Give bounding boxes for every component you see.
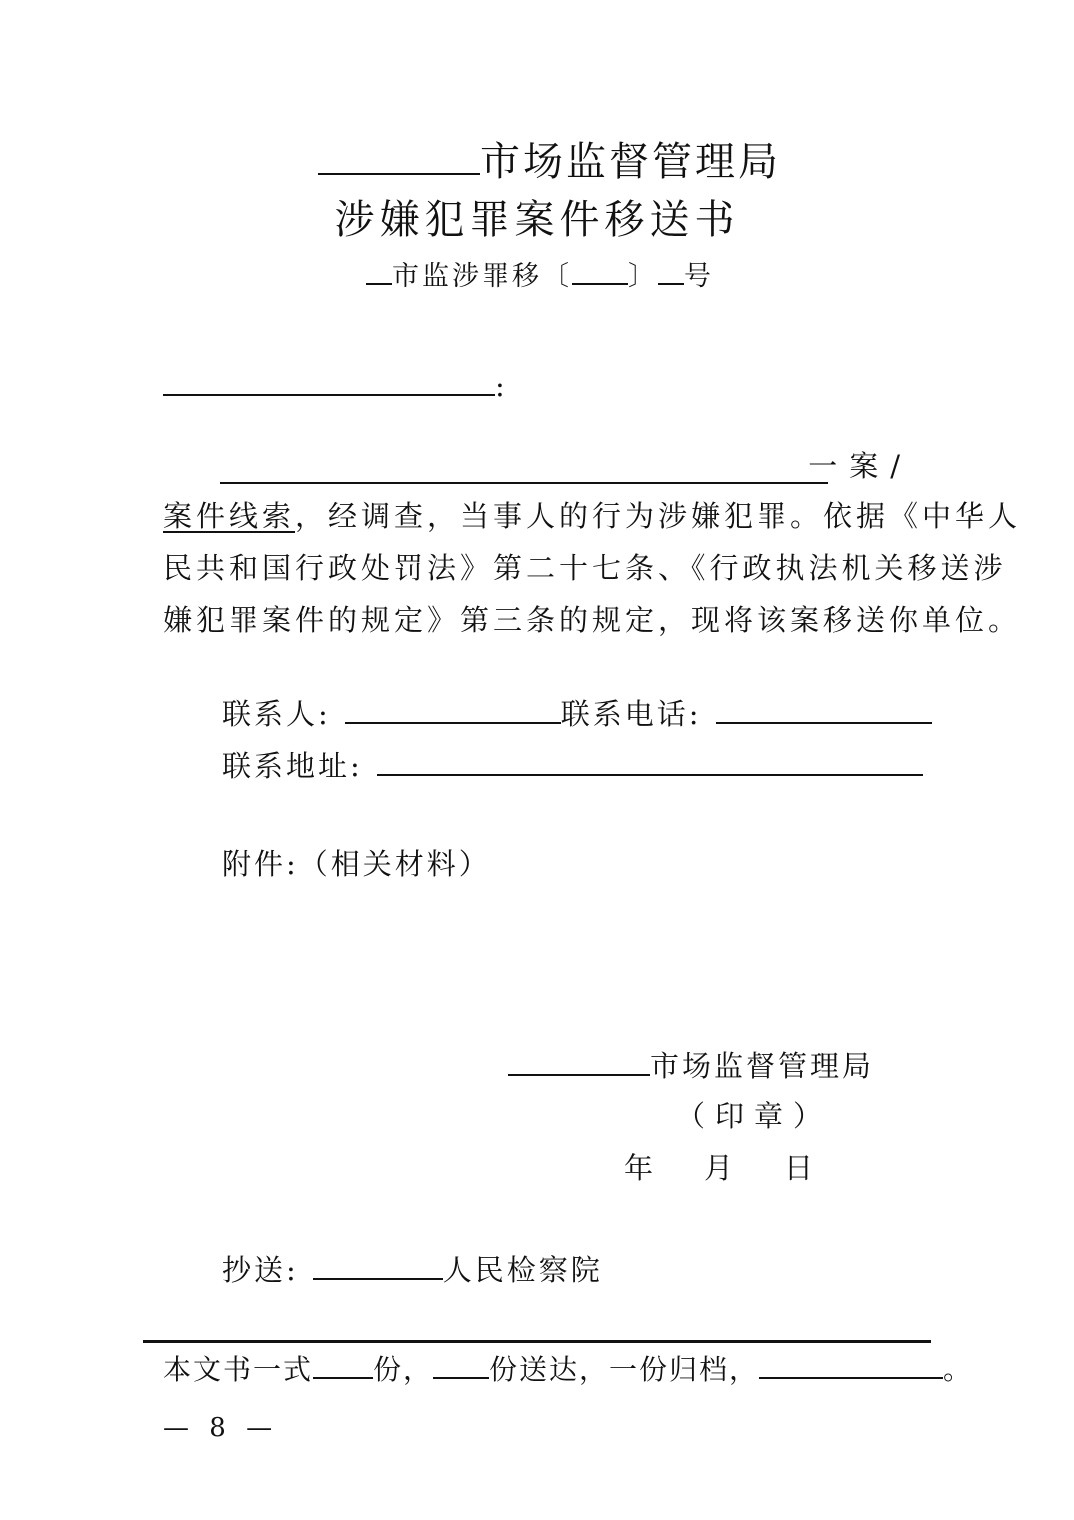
issuing-org-title	[318, 136, 781, 188]
attachment-line: 附件:（相关材料）	[222, 847, 491, 881]
contact-person-blank[interactable]	[345, 722, 561, 724]
docno-prefix-blank[interactable]	[366, 283, 392, 285]
contact-person-label: 联系人:	[222, 697, 331, 731]
contact-phone-label: 联系电话:	[560, 697, 702, 731]
org-suffix: 市场监督管理局	[480, 139, 781, 185]
paragraph-line-3: 嫌犯罪案件的规定》第三条的规定，现将该案移送你单位。	[163, 603, 1022, 637]
cc-line	[222, 1250, 603, 1290]
recipient-blank[interactable]	[163, 394, 495, 396]
document-number	[366, 258, 714, 296]
signature-date	[624, 1148, 816, 1188]
docno-seq-blank[interactable]	[658, 283, 684, 285]
copies-part-2: 份，	[373, 1353, 434, 1386]
copies-total-blank[interactable]	[313, 1377, 373, 1379]
copies-note	[163, 1350, 973, 1390]
copies-extra-blank[interactable]	[759, 1377, 943, 1379]
case-name-line	[220, 446, 912, 486]
date-day-label: 日	[784, 1151, 817, 1185]
signature-org-suffix: 市场监督管理局	[650, 1049, 875, 1083]
cc-org-suffix: 人民检察院	[442, 1253, 603, 1287]
paragraph-line-1-text: ，经调查，当事人的行为涉嫌犯罪。依据《中华人	[295, 499, 1022, 533]
case-suffix: 一案/	[808, 449, 912, 483]
contact-person-phone-row	[222, 694, 932, 734]
signature-org	[508, 1046, 874, 1086]
signature-org-blank[interactable]	[508, 1074, 650, 1076]
paragraph-line-2: 民共和国行政处罚法》第二十七条、《行政执法机关移送涉	[163, 551, 1007, 585]
page-number: — 8 —	[163, 1413, 279, 1443]
body-paragraph	[163, 490, 1022, 646]
seal-label: （印章）	[676, 1099, 833, 1133]
recipient-colon: :	[495, 369, 508, 403]
paragraph-line-1	[163, 490, 1022, 542]
document-title: 涉嫌犯罪案件移送书	[334, 197, 740, 243]
docno-middle: 市监涉罪移〔	[392, 261, 572, 292]
docno-close: 〕	[628, 261, 658, 292]
copies-part-3: 份送达，一份归档，	[489, 1353, 760, 1386]
copies-part-1: 本文书一式	[163, 1353, 314, 1386]
copies-part-4: 。	[943, 1353, 974, 1386]
contact-address-blank[interactable]	[377, 774, 923, 776]
cc-org-blank[interactable]	[313, 1278, 443, 1280]
footer-divider	[143, 1340, 931, 1343]
contact-address-label: 联系地址:	[222, 749, 363, 783]
copies-delivered-blank[interactable]	[433, 1377, 489, 1379]
contact-phone-blank[interactable]	[716, 722, 932, 724]
cc-label: 抄送:	[222, 1253, 299, 1287]
case-name-blank[interactable]	[220, 482, 828, 484]
date-year-label: 年	[624, 1151, 657, 1185]
org-name-blank[interactable]	[318, 173, 480, 175]
contact-address-row	[222, 746, 923, 786]
date-month-label: 月	[704, 1151, 737, 1185]
case-clue-label: 案件线索	[163, 499, 296, 533]
recipient-line	[163, 366, 508, 406]
docno-end: 号	[684, 261, 714, 292]
docno-year-blank[interactable]	[572, 283, 628, 285]
